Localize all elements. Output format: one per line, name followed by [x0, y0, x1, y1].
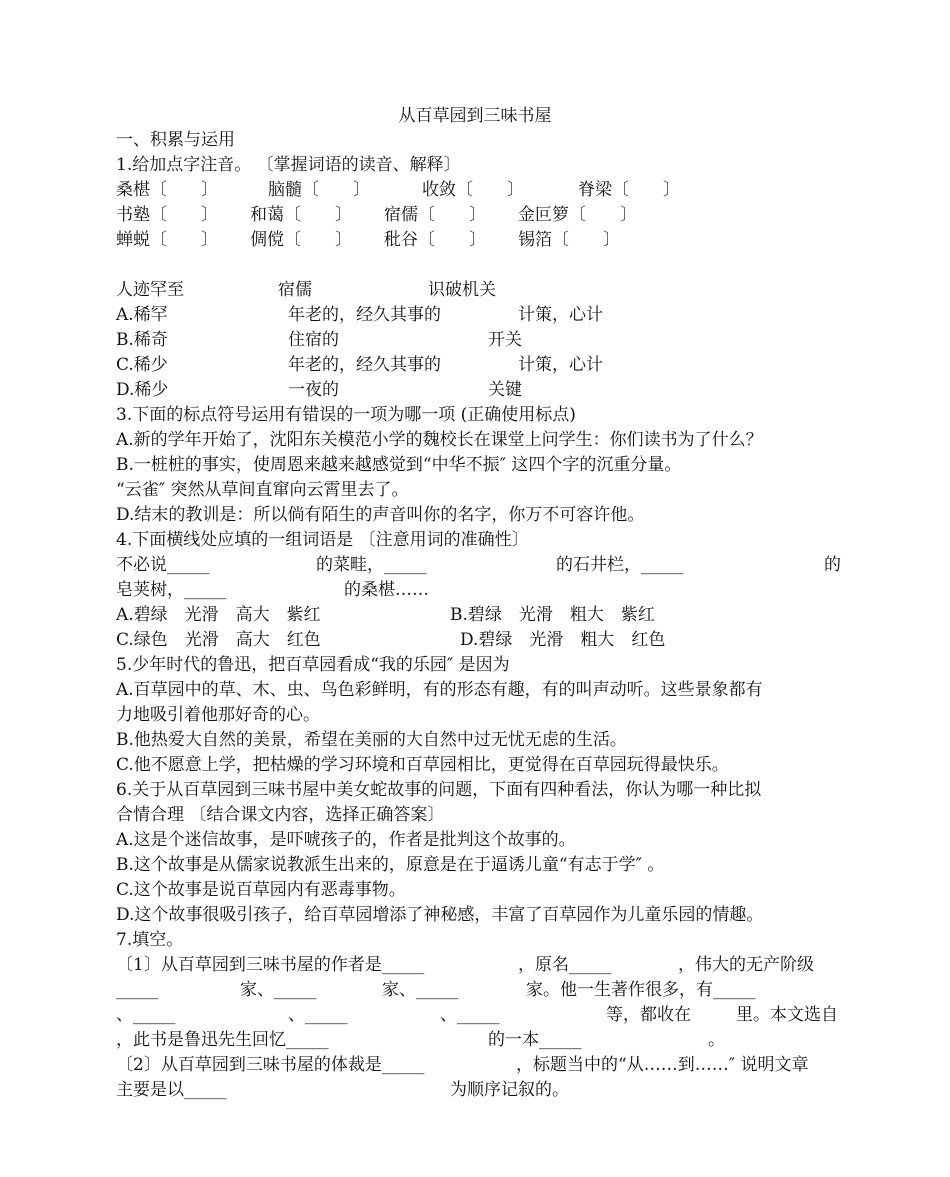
- q4-option-a: A.碧绿 光滑 高大 紫红: [116, 605, 321, 625]
- q1-item: 脊梁〔 〕: [578, 180, 680, 200]
- q2-option-meaning: 住宿的: [288, 330, 339, 350]
- q7-fill-text: 、_____: [288, 1005, 348, 1025]
- q7-fill-text: 〔2〕从百草园到三味书屋的体裁是_____: [116, 1055, 425, 1075]
- q4-blank-text: 的: [824, 555, 841, 575]
- q6-heading-cont: 合情合理 〔结合课文内容，选择正确答案〕: [116, 805, 445, 825]
- q1-item: 金叵箩〔 〕: [518, 205, 637, 225]
- q2-word: 人迹罕至: [116, 280, 184, 300]
- q7-fill-text: 、_____: [440, 1005, 500, 1025]
- q1-item: 桑椹〔 〕: [116, 180, 218, 200]
- q2-option-letter: A.稀罕: [116, 305, 168, 325]
- q4-option-c: C.绿色 光滑 高大 红色: [116, 630, 321, 650]
- q2-option-meaning: 年老的，经久其事的: [288, 305, 441, 325]
- q7-fill-text: 家。他一生著作很多，有_____: [526, 980, 756, 1000]
- q7-fill-text: 、_____: [116, 1005, 176, 1025]
- q2-option-meaning: 计策，心计: [518, 305, 603, 325]
- q6-option-b: B.这个故事是从儒家说教派生出来的，原意是在于逼诱儿童“有志于学″ 。: [116, 855, 665, 875]
- q7-fill-text: 主要是以_____: [116, 1080, 227, 1100]
- q4-option-b: B.碧绿 光滑 粗大 紫红: [450, 605, 655, 625]
- q1-item: 收敛〔 〕: [422, 180, 524, 200]
- q4-blank-text: 不必说_____: [116, 555, 210, 575]
- q6-option-c: C.这个故事是说百草园内有恶毒事物。: [116, 880, 406, 900]
- q4-blank-text: 皂荚树，_____: [116, 580, 227, 600]
- q2-option-meaning: 关键: [488, 380, 522, 400]
- q5-option-c: C.他不愿意上学，把枯燥的学习环境和百草园相比，更觉得在百草园玩得最快乐。: [116, 755, 729, 775]
- q1-item: 脑髓〔 〕: [268, 180, 370, 200]
- q1-item: 宿儒〔 〕: [384, 205, 486, 225]
- section-heading: 一、积累与运用: [116, 130, 235, 150]
- q5-option-a-cont: 力地吸引着他那好奇的心。: [116, 705, 320, 725]
- q2-word: 宿儒: [278, 280, 312, 300]
- q7-fill-text: _____: [116, 980, 159, 1000]
- document-title: 从百草园到三味书屋: [398, 106, 552, 126]
- q7-fill-text: 。: [708, 1030, 725, 1050]
- q6-heading: 6.关于从百草园到三味书屋中美女蛇故事的问题，下面有四种看法，你认为哪一种比拟: [116, 780, 762, 800]
- q1-heading: 1.给加点字注音。 〔掌握词语的读音、解释〕: [116, 155, 461, 175]
- q2-option-meaning: 一夜的: [288, 380, 339, 400]
- q2-word: 识破机关: [428, 280, 496, 300]
- q7-fill-text: 为顺序记叙的。: [450, 1080, 569, 1100]
- q6-option-a: A.这是个迷信故事，是吓唬孩子的，作者是批判这个故事的。: [116, 830, 576, 850]
- q1-item: 秕谷〔 〕: [384, 230, 486, 250]
- q7-fill-text: ，原名_____: [518, 955, 612, 975]
- q2-option-letter: B.稀奇: [116, 330, 168, 350]
- q5-option-a: A.百草园中的草、木、虫、鸟色彩鲜明，有的形态有趣，有的叫声动听。这些景象都有: [116, 680, 763, 700]
- q7-fill-text: ，标题当中的“从……到……″ 说明文章: [516, 1055, 809, 1075]
- q3-option-b: B.一桩桩的事实，使周恩来越来越感觉到“中华不振″ 这四个字的沉重分量。: [116, 455, 682, 475]
- q1-item: 蝉蜕〔 〕: [116, 230, 218, 250]
- q4-blank-text: 的菜畦，_____: [316, 555, 427, 575]
- q7-fill-text: 里。本文选自: [736, 1005, 838, 1025]
- q1-item: 倜傥〔 〕: [250, 230, 352, 250]
- q7-fill-text: 家、_____: [382, 980, 459, 1000]
- q3-option-a: A.新的学年开始了，沈阳东关模范小学的魏校长在课堂上问学生：你们读书为了什么？: [116, 430, 763, 450]
- q3-option-d: D.结末的教训是：所以倘有陌生的声音叫你的名字，你万不可容许他。: [116, 505, 645, 525]
- q2-option-letter: D.稀少: [116, 380, 169, 400]
- q6-option-d: D.这个故事很吸引孩子，给百草园增添了神秘感，丰富了百草园作为儿童乐园的情趣。: [116, 905, 764, 925]
- q3-heading: 3.下面的标点符号运用有错误的一项为哪一项 (正确使用标点): [116, 405, 576, 425]
- q7-fill-text: ，伟大的无产阶级: [678, 955, 814, 975]
- q1-item: 锡箔〔 〕: [518, 230, 620, 250]
- q5-heading: 5.少年时代的鲁迅，把百草园看成“我的乐园″ 是因为: [116, 655, 510, 675]
- q1-item: 和蔼〔 〕: [250, 205, 352, 225]
- q2-option-meaning: 计策，心计: [518, 355, 603, 375]
- q4-option-d: D.碧绿 光滑 粗大 红色: [460, 630, 666, 650]
- q3-option-c: “云雀″ 突然从草间直窜向云霄里去了。: [116, 480, 409, 500]
- q5-option-b: B.他热爱大自然的美景，希望在美丽的大自然中过无忧无虑的生活。: [116, 730, 627, 750]
- q7-heading: 7.填空。: [116, 930, 184, 950]
- q7-fill-text: 〔1〕从百草园到三味书屋的作者是_____: [116, 955, 425, 975]
- q2-option-meaning: 开关: [488, 330, 522, 350]
- q7-fill-text: ，此书是鲁迅先生回忆_____: [116, 1030, 329, 1050]
- q2-option-letter: C.稀少: [116, 355, 168, 375]
- q2-option-meaning: 年老的，经久其事的: [288, 355, 441, 375]
- q7-fill-text: 家、_____: [240, 980, 317, 1000]
- q4-blank-text: 的桑椹……: [344, 580, 429, 600]
- q7-fill-text: 等，都收在: [606, 1005, 691, 1025]
- q4-heading: 4.下面横线处应填的一组词语是 〔注意用词的准确性〕: [116, 530, 529, 550]
- q4-blank-text: 的石井栏，_____: [556, 555, 684, 575]
- q1-item: 书塾〔 〕: [116, 205, 218, 225]
- q7-fill-text: 的一本_____: [488, 1030, 582, 1050]
